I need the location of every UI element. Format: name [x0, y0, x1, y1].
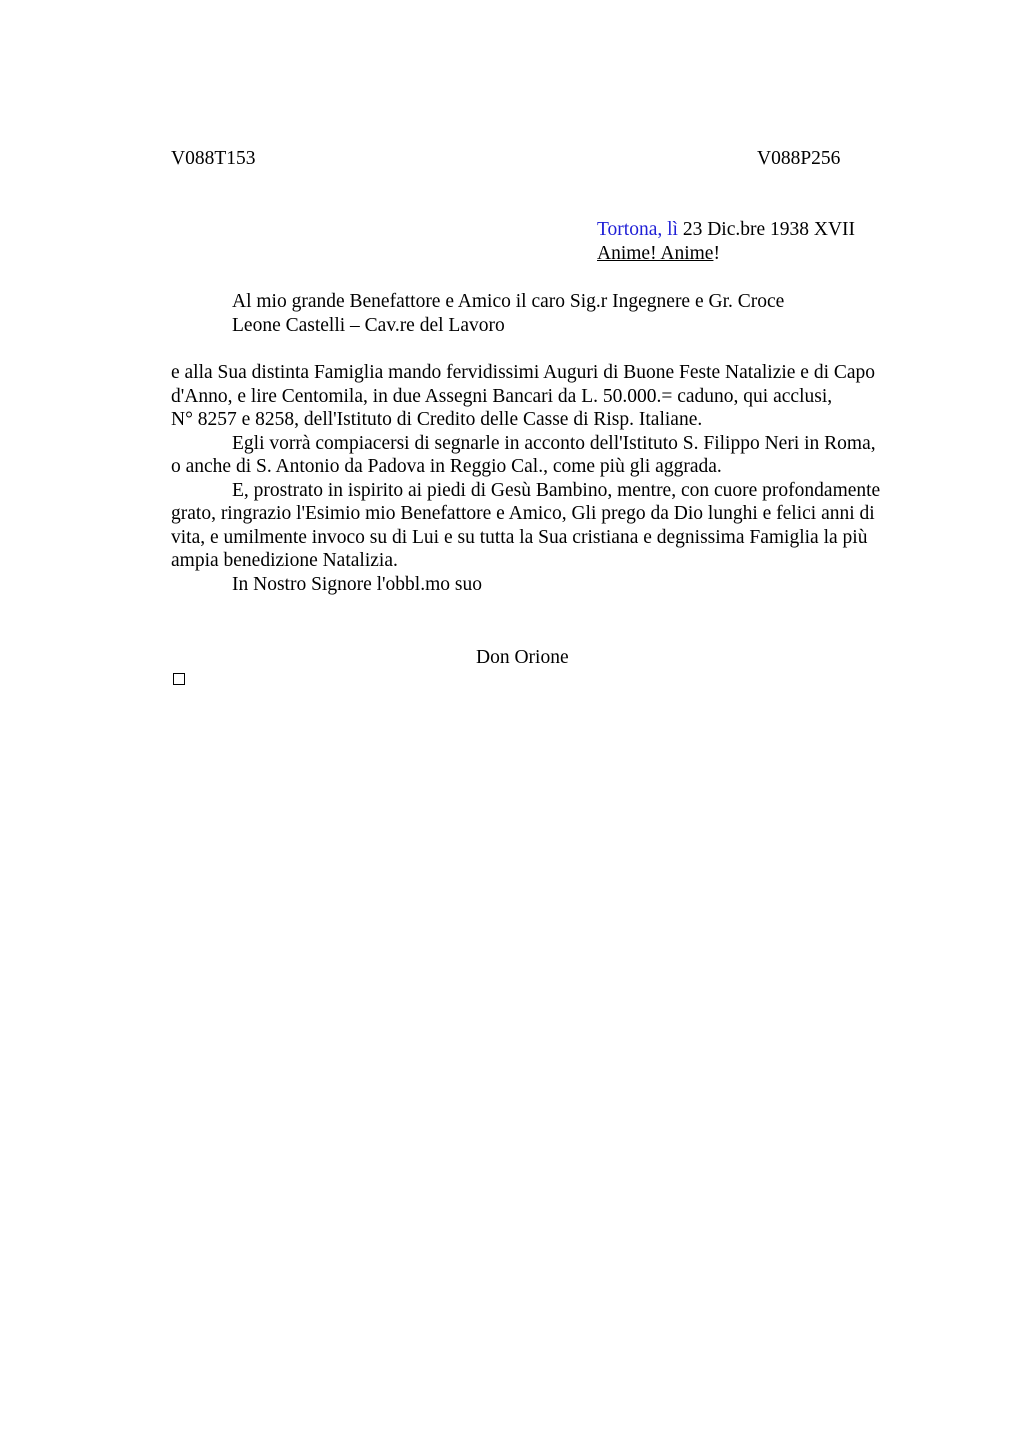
body-line: N° 8257 e 8258, dell'Istituto di Credito delle Casse di Risp. Italiane.: [171, 409, 703, 430]
addressee: [232, 290, 784, 337]
dateline-place: Tortona, lì: [597, 219, 678, 240]
document-code-left: V088T153: [171, 148, 256, 169]
motto: [597, 242, 720, 266]
closing-line: In Nostro Signore l'obbl.mo suo: [232, 573, 482, 595]
body-line: vita, e umilmente invoco su di Lui e su tutta la Sua cristiana e degnissima Famiglia la più: [171, 526, 868, 548]
body-line: E, prostrato in ispirito ai piedi di Gesù Bambino, mentre, con cuore profondamente: [232, 479, 881, 501]
body-line: ampia benedizione Natalizia.: [171, 550, 398, 571]
dateline-date: 23 Dic.bre 1938 XVII: [677, 219, 856, 240]
addressee-line-1: Al mio grande Benefattore e Amico il caro Sig.r Ingegnere e Gr. Croce: [232, 291, 785, 312]
signature: Don Orione: [476, 647, 569, 668]
checkbox-square-icon: [173, 673, 185, 685]
dateline: [597, 218, 855, 242]
motto-tail: !: [713, 243, 720, 264]
document-code-right: V088P256: [757, 148, 841, 169]
body-line: e alla Sua distinta Famiglia mando fervidissimi Auguri di Buone Feste Natalizie e di Capo: [171, 362, 876, 383]
body-line: d'Anno, e lire Centomila, in due Assegni Bancari da L. 50.000.= caduno, qui acclusi,: [171, 385, 833, 407]
body-line: o anche di S. Antonio da Padova in Reggio Cal., come più gli aggrada.: [171, 456, 722, 477]
body-line: Egli vorrà compiacersi di segnarle in acconto dell'Istituto S. Filippo Neri in Roma,: [232, 432, 876, 454]
letter-body: [171, 361, 931, 596]
motto-underlined: Anime! Anime: [597, 243, 714, 264]
addressee-line-2: Leone Castelli – Cav.re del Lavoro: [232, 314, 505, 336]
body-line: grato, ringrazio l'Esimio mio Benefattore e Amico, Gli prego da Dio lunghi e felici anni di: [171, 503, 875, 524]
